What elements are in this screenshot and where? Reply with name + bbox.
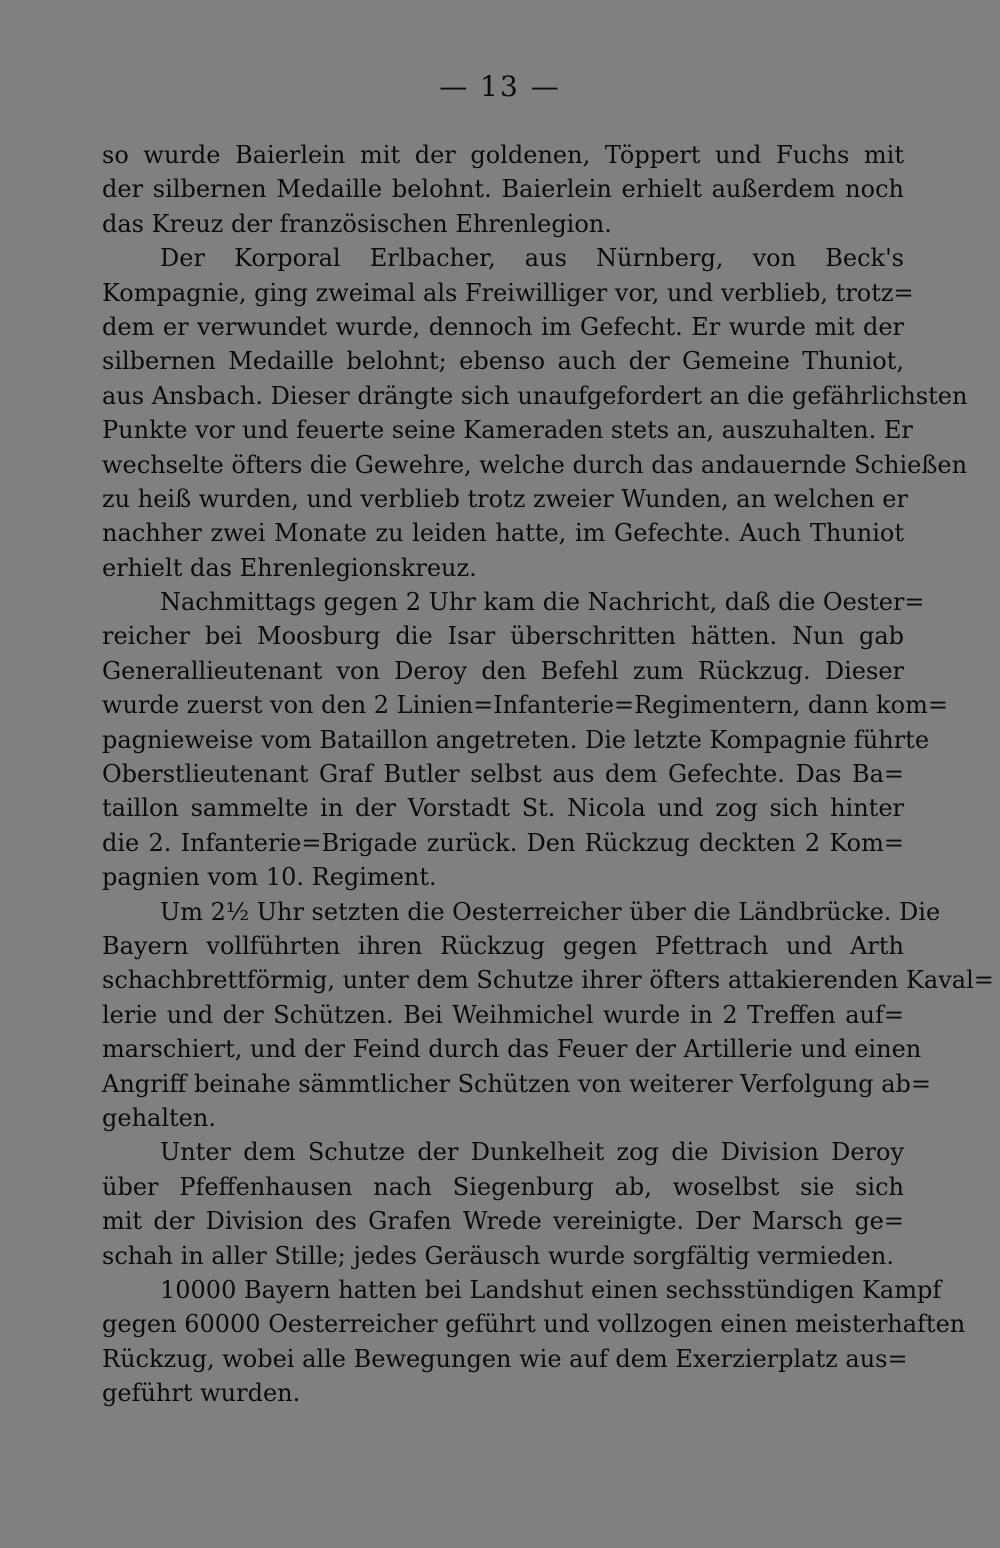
paragraph (102, 1135, 904, 1273)
text-line: lerie und der Schützen. Bei Weihmichel wurde in 2 Treffen auf= (102, 1000, 904, 1029)
text-line: Rückzug, wobei alle Bewegungen wie auf dem Exerzierplatz aus= (102, 1344, 908, 1373)
text-line: die 2. Infanterie=Brigade zurück. Den Rückzug deckten 2 Kom= (102, 828, 904, 857)
text-line: geführt wurden. (102, 1379, 301, 1408)
text-line: der silbernen Medaille belohnt. Baierlein erhielt außerdem noch (102, 175, 904, 204)
text-line: reicher bei Moosburg die Isar überschritten hätten. Nun gab (102, 622, 904, 651)
text-line: so wurde Baierlein mit der goldenen, Töppert und Fuchs mit (102, 141, 904, 169)
text-line: Oberstlieutenant Graf Butler selbst aus dem Gefechte. Das Ba= (102, 760, 904, 789)
text-line: dem er verwundet wurde, dennoch im Gefecht. Er wurde mit der (102, 312, 904, 341)
text-line: Angriff beinahe sämmtlicher Schützen von weiterer Verfolgung ab= (102, 1069, 931, 1098)
paragraph (102, 1273, 966, 1411)
page-number: — 13 — (439, 70, 561, 103)
text-line: schah in aller Stille; jedes Geräusch wurde sorgfältig vermieden. (102, 1241, 894, 1270)
text-line: gehalten. (102, 1103, 216, 1132)
paragraph (102, 241, 968, 585)
paragraph (102, 895, 994, 1136)
text-line: erhielt das Ehrenlegionskreuz. (102, 553, 477, 582)
text-line: silbernen Medaille belohnt; ebenso auch der Gemeine Thuniot, (102, 347, 904, 376)
text-line: Der Korporal Erlbacher, aus Nürnberg, von Beck's (160, 244, 904, 273)
text-line: das Kreuz der französischen Ehrenlegion. (102, 209, 612, 238)
text-line: nachher zwei Monate zu leiden hatte, im Gefechte. Auch Thuniot (102, 519, 904, 548)
text-line: wurde zuerst von den 2 Linien=Infanterie=Regimentern, dann kom= (102, 691, 948, 720)
text-line: zu heiß wurden, und verblieb trotz zweier Wunden, an welchen er (102, 484, 908, 513)
text-line: pagnien vom 10. Regiment. (102, 863, 437, 892)
text-line: mit der Division des Grafen Wrede vereinigte. Der Marsch ge= (102, 1207, 904, 1236)
text-line: gegen 60000 Oesterreicher geführt und vollzogen einen meisterhaften (102, 1310, 966, 1339)
text-line: Punkte vor und feuerte seine Kameraden stets an, auszuhalten. Er (102, 416, 913, 445)
text-line: Generallieutenant von Deroy den Befehl zum Rückzug. Dieser (102, 656, 904, 685)
text-line: schachbrettförmig, unter dem Schutze ihrer öfters attakierenden Kaval= (102, 966, 994, 995)
text-line: marschiert, und der Feind durch das Feuer der Artillerie und einen (102, 1035, 922, 1064)
paragraph (102, 138, 904, 241)
text-line: über Pfeffenhausen nach Siegenburg ab, woselbst sie sich (102, 1172, 904, 1201)
text-line: wechselte öfters die Gewehre, welche durch das andauernde Schießen (102, 450, 968, 479)
text-line: Unter dem Schutze der Dunkelheit zog die Division Deroy (160, 1138, 904, 1167)
text-line: Nachmittags gegen 2 Uhr kam die Nachricht, daß die Oester= (160, 588, 925, 617)
text-line: taillon sammelte in der Vorstadt St. Nicola und zog sich hinter (102, 794, 904, 823)
paragraph (102, 585, 948, 895)
body-text (102, 138, 994, 1410)
text-line: pagnieweise vom Bataillon angetreten. Die letzte Kompagnie führte (102, 725, 930, 754)
text-line: Um 2½ Uhr setzten die Oesterreicher über die Ländbrücke. Die (160, 897, 941, 926)
text-line: Kompagnie, ging zweimal als Freiwilliger vor, und verblieb, trotz= (102, 278, 914, 307)
text-line: Bayern vollführten ihren Rückzug gegen Pfettrach und Arth (102, 931, 904, 960)
text-line: aus Ansbach. Dieser drängte sich unaufgefordert an die gefährlichsten (102, 381, 968, 410)
text-line: 10000 Bayern hatten bei Landshut einen sechsstündigen Kampf (160, 1275, 942, 1304)
